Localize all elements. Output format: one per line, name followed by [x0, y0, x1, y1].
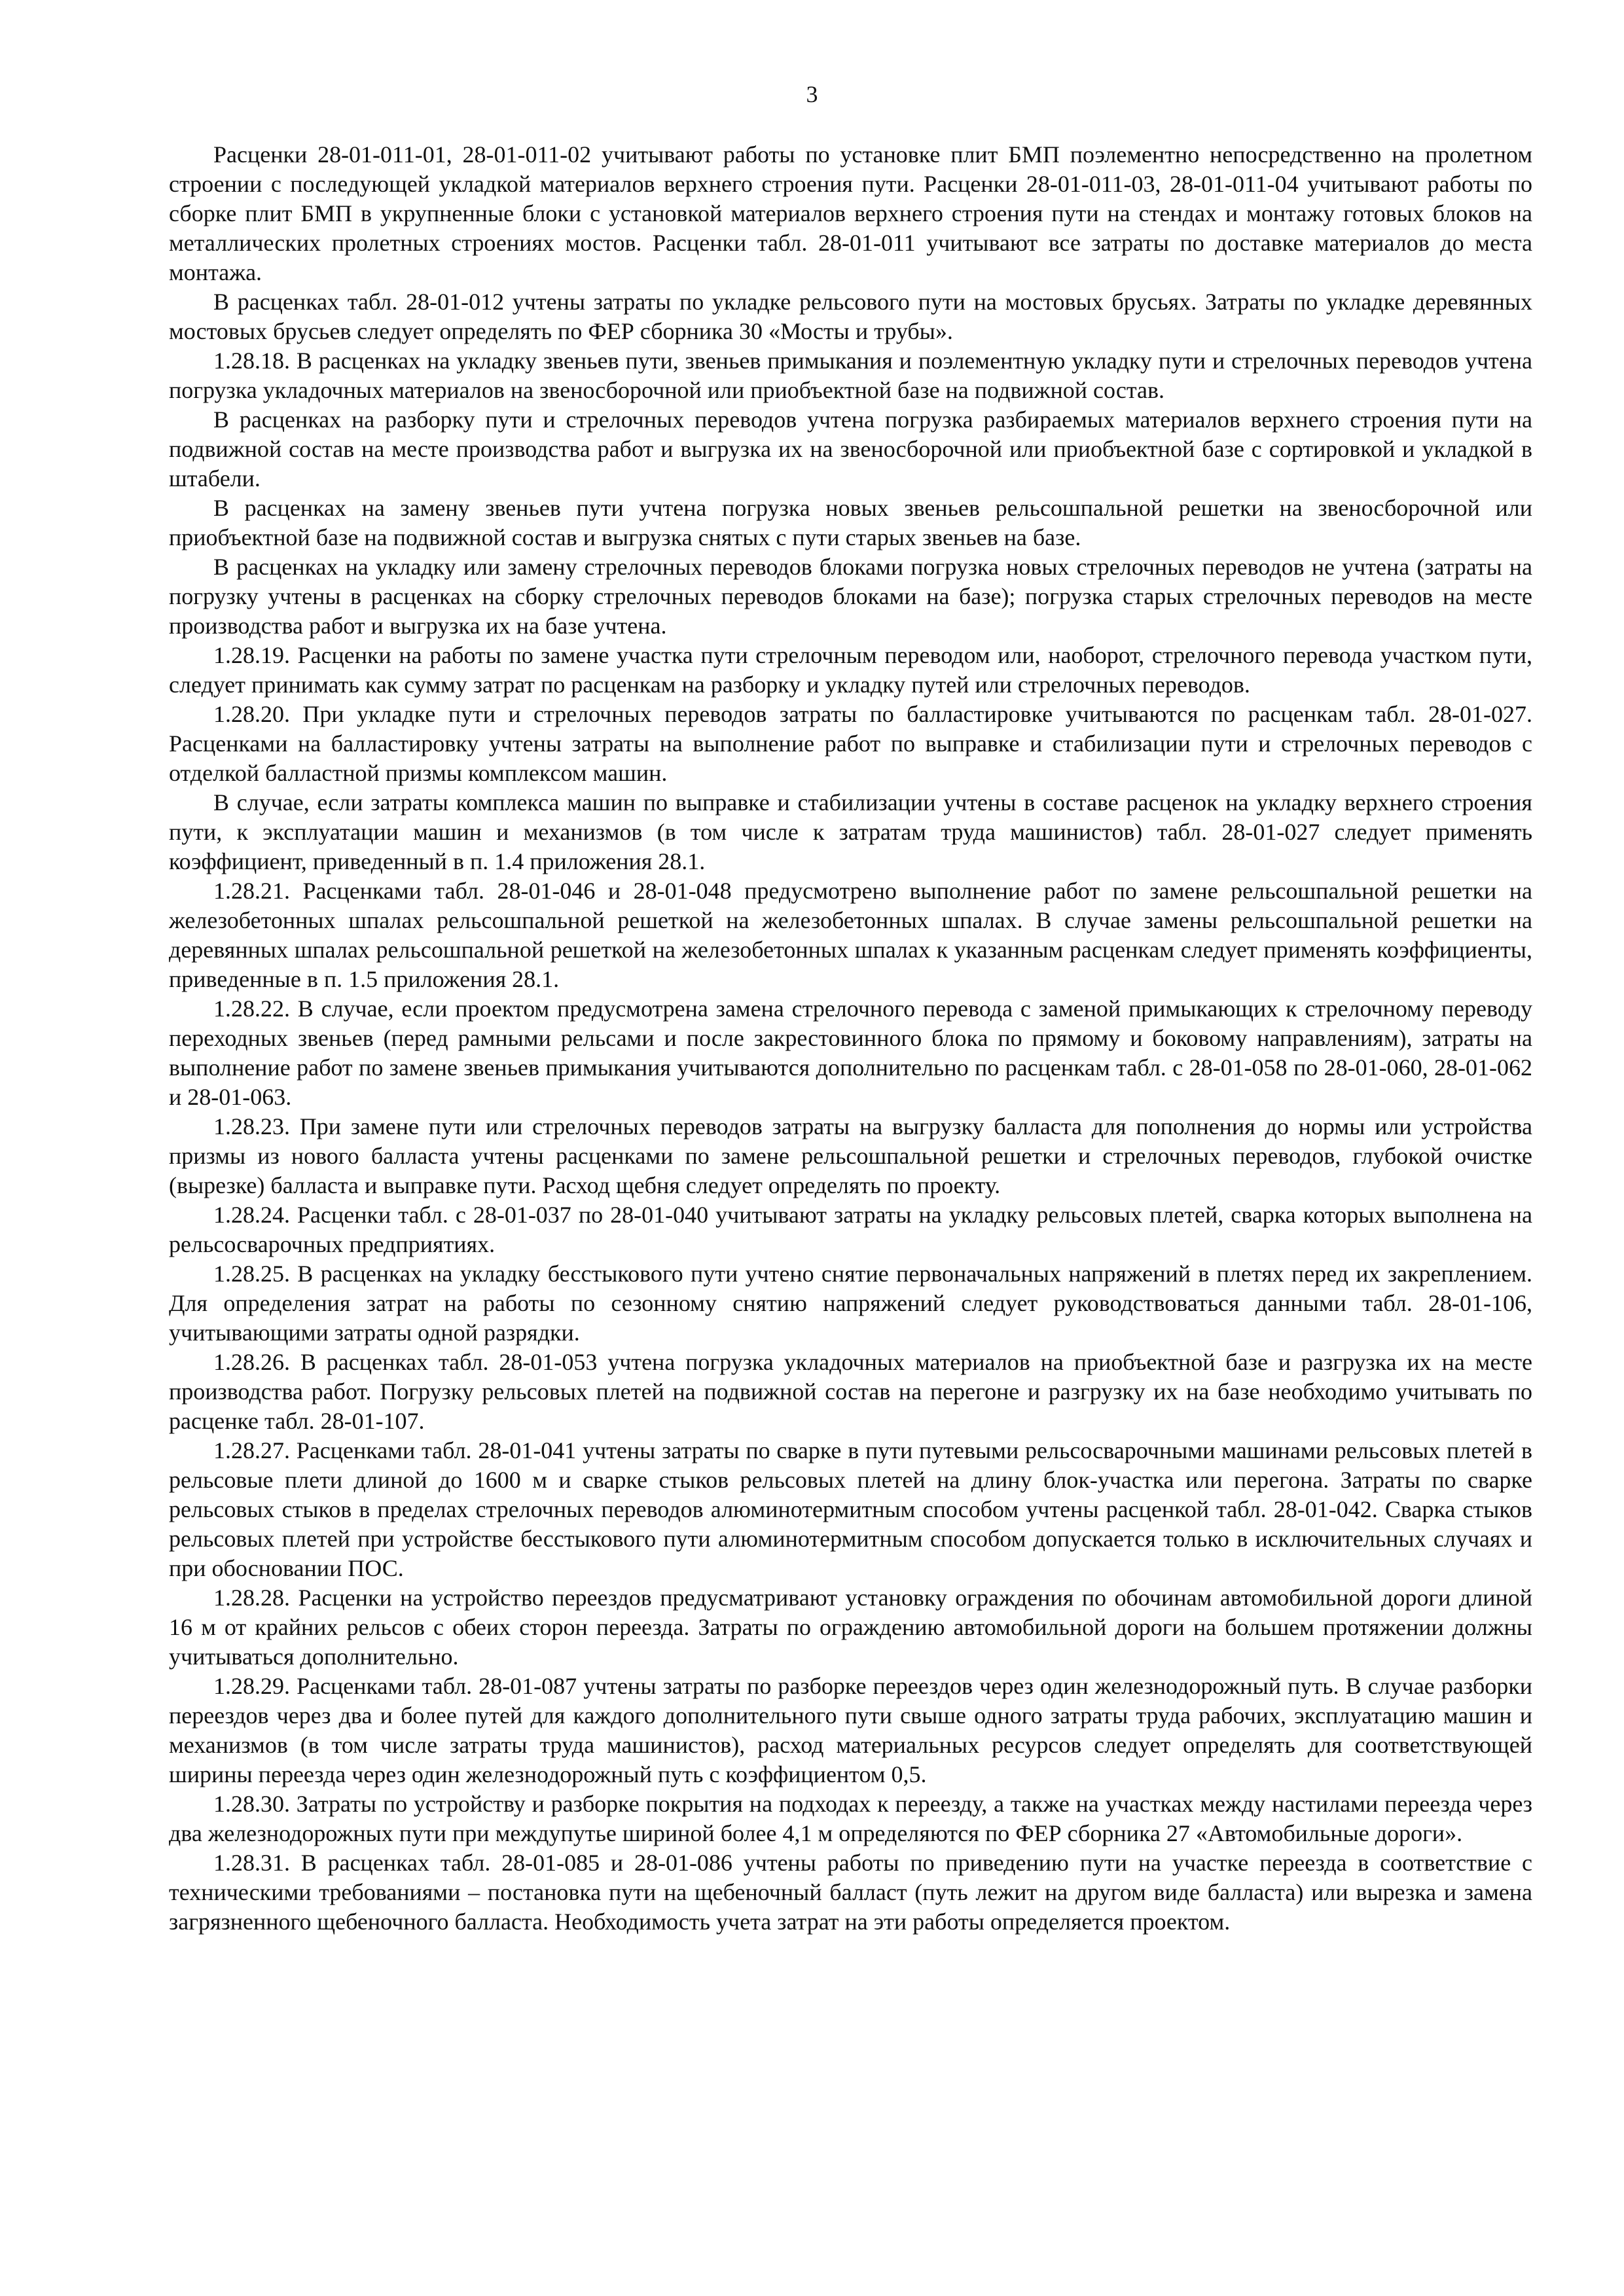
paragraph: 1.28.23. При замене пути или стрелочных переводов затраты на выгрузку балласта для пополнения до нормы или устройства призмы из нового балласта учтены расценками по замене рельсошпальной решетки и стрелочных переводов, глубокой очистке (вырезке) балласта и выправке пути. Расход щебня следует определять по проекту.	[169, 1113, 1532, 1198]
paragraph: 1.28.31. В расценках табл. 28-01-085 и 28-01-086 учтены работы по приведению пути на участке переезда в соответствие с техническими требованиями – постановка пути на щебеночный балласт (путь лежит на другом виде балласта) или вырезка и замена загрязненного щебеночного балласта. Необходимость учета затрат на эти работы определяется проектом.	[169, 1850, 1532, 1935]
paragraph: 1.28.20. При укладке пути и стрелочных переводов затраты по балластировке учитываются по расценкам табл. 28-01-027. Расценками на балластировку учтены затраты на выполнение работ по выправке и стабилизации пути и стрелочных переводов с отделкой балластной призмы комплексом машин.	[169, 701, 1532, 786]
paragraph: 1.28.21. Расценками табл. 28-01-046 и 28-01-048 предусмотрено выполнение работ по замене рельсошпальной решетки на железобетонных шпалах рельсошпальной решеткой на железобетонных шпалах. В случае замены рельсошпальной решетки на деревянных шпалах рельсошпальной решеткой на железобетонных шпалах к указанным расценкам следует применять коэффициенты, приведенные в п. 1.5 приложения 28.1.	[169, 878, 1532, 992]
paragraph: В расценках на разборку пути и стрелочных переводов учтена погрузка разбираемых материалов верхнего строения пути на подвижной состав на месте производства работ и выгрузка их на звеносборочной или приобъектной базе с сортировкой и укладкой в штабели.	[169, 406, 1532, 492]
paragraph: Расценки 28-01-011-01, 28-01-011-02 учитывают работы по установке плит БМП поэлементно непосредственно на пролетном строении с последующей укладкой материалов верхнего строения пути. Расценки 28-01-011-03, 28-01-011-04 учитывают работы по сборке плит БМП в укрупненные блоки с установкой материалов верхнего строения пути на стендах и монтажу готовых блоков на металлических пролетных строениях мостов. Расценки табл. 28-01-011 учитывают все затраты по доставке материалов до места монтажа.	[169, 141, 1532, 285]
paragraph: 1.28.22. В случае, если проектом предусмотрена замена стрелочного перевода с заменой примыкающих к стрелочному переводу переходных звеньев (перед рамными рельсами и после закрестовинного блока по прямому и боковому направлениям), затраты на выполнение работ по замене звеньев примыкания учитываются дополнительно по расценкам табл. с 28-01-058 по 28-01-060, 28-01-062 и 28-01-063.	[169, 996, 1532, 1110]
paragraph: 1.28.24. Расценки табл. с 28-01-037 по 28-01-040 учитывают затраты на укладку рельсовых плетей, сварка которых выполнена на рельсосварочных предприятиях.	[169, 1202, 1532, 1257]
paragraph: 1.28.30. Затраты по устройству и разборке покрытия на подходах к переезду, а также на участках между настилами переезда через два железнодорожных пути при междупутье шириной более 4,1 м определяются по ФЕР сборника 27 «Автомобильные дороги».	[169, 1791, 1532, 1846]
paragraph: 1.28.29. Расценками табл. 28-01-087 учтены затраты по разборке переездов через один железнодорожный путь. В случае разборки переездов через два и более путей для каждого дополнительного пути свыше одного затраты труда рабочих, эксплуатацию машин и механизмов (в том числе затраты труда машинистов), расход материальных ресурсов следует определять для соответствующей ширины переезда через один железнодорожный путь с коэффициентом 0,5.	[169, 1673, 1532, 1787]
paragraph: В расценках на замену звеньев пути учтена погрузка новых звеньев рельсошпальной решетки на звеносборочной или приобъектной базе на подвижной состав и выгрузка снятых с пути старых звеньев на базе.	[169, 495, 1532, 550]
paragraph: 1.28.28. Расценки на устройство переездов предусматривают установку ограждения по обочинам автомобильной дороги длиной 16 м от крайних рельсов с обеих сторон переезда. Затраты по ограждению автомобильной дороги на большем протяжении должны учитываться дополнительно.	[169, 1585, 1532, 1670]
paragraph: 1.28.19. Расценки на работы по замене участка пути стрелочным переводом или, наоборот, стрелочного перевода участком пути, следует принимать как сумму затрат по расценкам на разборку и укладку путей или стрелочных переводов.	[169, 642, 1532, 698]
paragraph: 1.28.18. В расценках на укладку звеньев пути, звеньев примыкания и поэлементную укладку пути и стрелочных переводов учтена погрузка укладочных материалов на звеносборочной или приобъектной базе на подвижной состав.	[169, 348, 1532, 403]
document-body	[169, 140, 1532, 1937]
paragraph: В расценках табл. 28-01-012 учтены затраты по укладке рельсового пути на мостовых брусьях. Затраты по укладке деревянных мостовых брусьев следует определять по ФЕР сборника 30 «Мосты и трубы».	[169, 289, 1532, 344]
paragraph: 1.28.26. В расценках табл. 28-01-053 учтена погрузка укладочных материалов на приобъектной базе и разгрузка их на месте производства работ. Погрузку рельсовых плетей на подвижной состав на перегоне и разгрузку их на базе необходимо учитывать по расценке табл. 28-01-107.	[169, 1349, 1532, 1434]
paragraph: 1.28.27. Расценками табл. 28-01-041 учтены затраты по сварке в пути путевыми рельсосварочными машинами рельсовых плетей в рельсовые плети длиной до 1600 м и сварке стыков рельсовых плетей на длину блок-участка или перегона. Затраты по сварке рельсовых стыков в пределах стрелочных переводов алюминотермитным способом учтены расценкой табл. 28-01-042. Сварка стыков рельсовых плетей при устройстве бесстыкового пути алюминотермитным способом допускается только в исключительных случаях и при обосновании ПОС.	[169, 1437, 1532, 1581]
page-number: 3	[806, 81, 818, 107]
paragraph: В случае, если затраты комплекса машин по выправке и стабилизации учтены в составе расценок на укладку верхнего строения пути, к эксплуатации машин и механизмов (в том числе к затратам труда машинистов) табл. 28-01-027 следует применять коэффициент, приведенный в п. 1.4 приложения 28.1.	[169, 789, 1532, 874]
paragraph: 1.28.25. В расценках на укладку бесстыкового пути учтено снятие первоначальных напряжений в плетях перед их закреплением. Для определения затрат на работы по сезонному снятию напряжений следует руководствоваться данными табл. 28-01-106, учитывающими затраты одной разрядки.	[169, 1261, 1532, 1346]
paragraph: В расценках на укладку или замену стрелочных переводов блоками погрузка новых стрелочных переводов не учтена (затраты на погрузку учтены в расценках на сборку стрелочных переводов блоками на базе); погрузка старых стрелочных переводов на месте производства работ и выгрузка их на базе учтена.	[169, 554, 1532, 639]
